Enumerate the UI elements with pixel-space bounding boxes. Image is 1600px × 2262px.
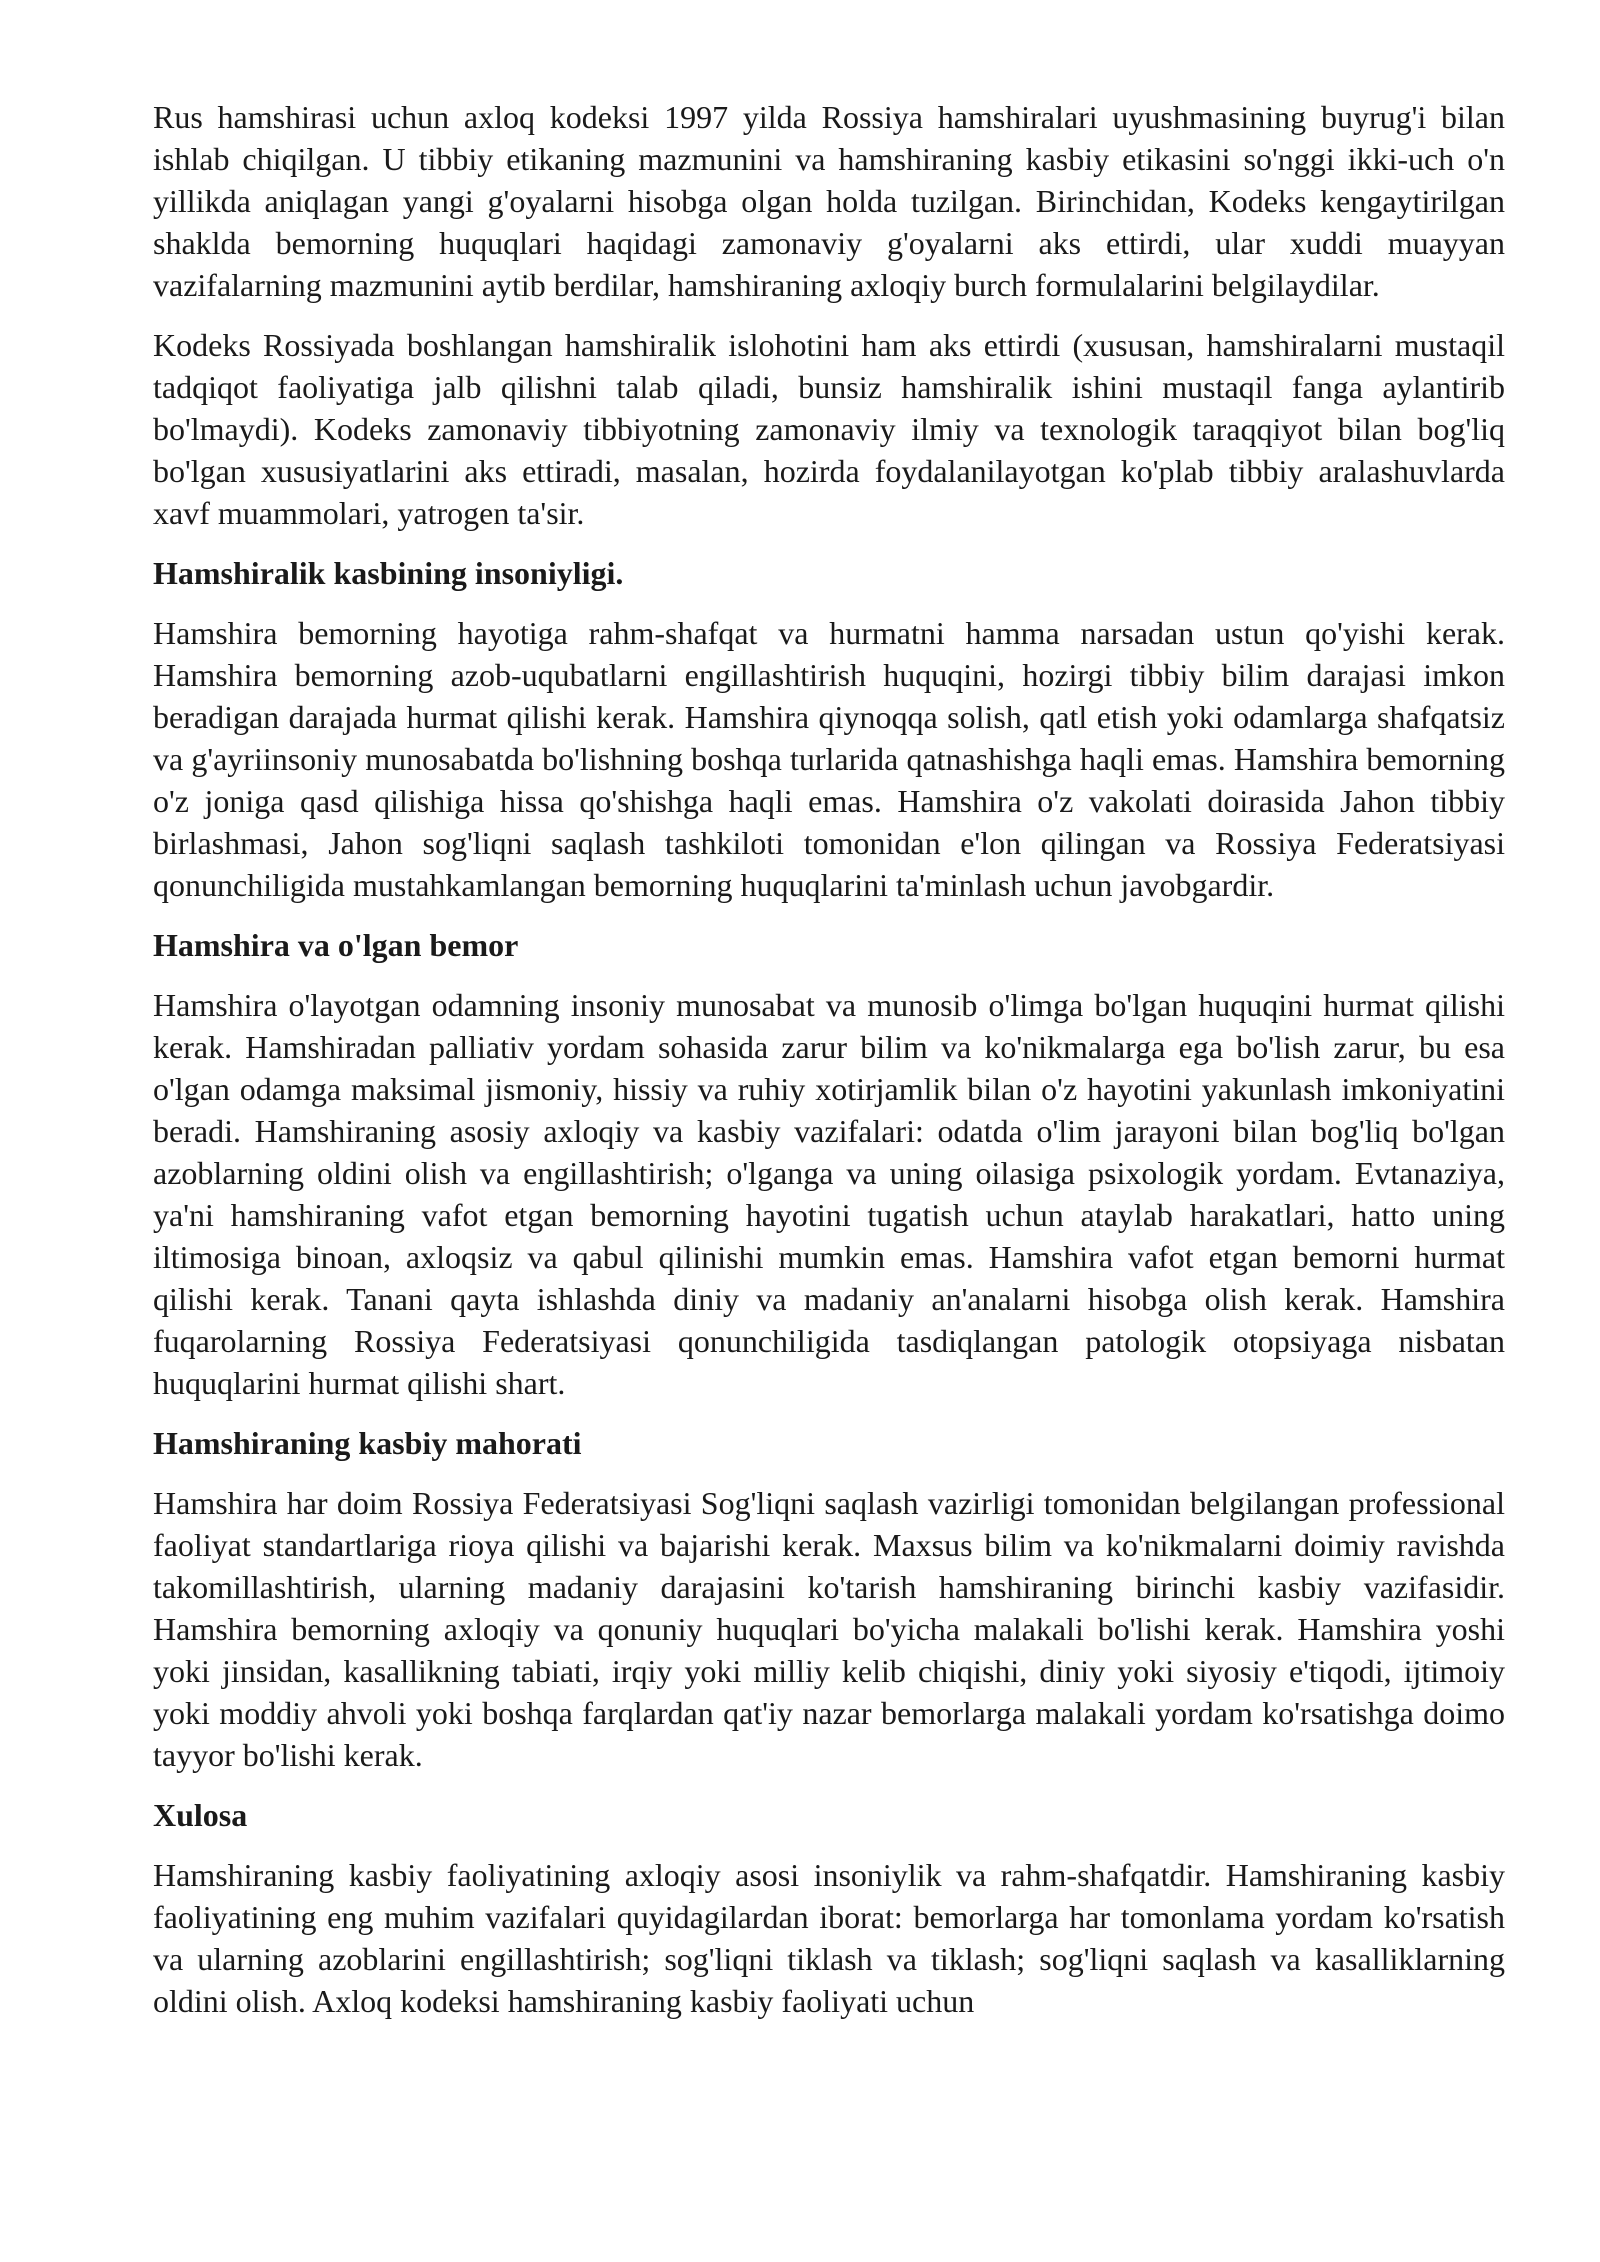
section-heading-conclusion: Xulosa — [153, 1797, 248, 1833]
section-heading-professional-skill: Hamshiraning kasbiy mahorati — [153, 1425, 582, 1461]
paragraph-humanity: Hamshira bemorning hayotiga rahm-shafqat va hurmatni hamma narsadan ustun qo'yishi kerak. Hamshira bemorning azob-uqubatlarni engillashtirish huquqini, hozirgi tibbiy bilim darajasi imkon beradigan darajada hurmat qilishi kerak. Hamshira qiynoqqa solish, qatl etish yoki odamlarga shafqatsiz va g'ayriinsoniy munosabatda bo'lishning boshqa turlarida qatnashishga haqli emas. Hamshira bemorning o'z joniga qasd qilishiga hissa qo'shishga haqli emas. Hamshira o'z vakolati doirasida Jahon tibbiy birlashmasi, Jahon sog'liqni saqlash tashkiloti tomonidan e'lon qilingan va Rossiya Federatsiyasi qonunchiligida mustahkamlangan bemorning huquqlarini ta'minlash uchun javobgardir. — [153, 615, 1505, 903]
paragraph-conclusion: Hamshiraning kasbiy faoliyatining axloqiy asosi insoniylik va rahm-shafqatdir. Hamshiraning kasbiy faoliyatining eng muhim vazifalari quyidagilardan iborat: bemorlarga har tomonlama yordam ko'rsatish va ularning azoblarini engillashtirish; sog'liqni tiklash va tiklash; sog'liqni saqlash va kasalliklarning oldini olish. Axloq kodeksi hamshiraning kasbiy faoliyati uchun — [153, 1857, 1505, 2019]
paragraph-reform: Kodeks Rossiyada boshlangan hamshiralik islohotini ham aks ettirdi (xususan, hamshiralarni mustaqil tadqiqot faoliyatiga jalb qilishni talab qiladi, bunsiz hamshiralik ishini mustaqil fanga aylantirib bo'lmaydi). Kodeks zamonaviy tibbiyotning zamonaviy ilmiy va texnologik taraqqiyot bilan bog'liq bo'lgan xususiyatlarini aks ettiradi, masalan, hozirda foydalanilayotgan ko'plab tibbiy aralashuvlarda xavf muammolari, yatrogen ta'sir. — [153, 327, 1505, 531]
paragraph-dying-patient: Hamshira o'layotgan odamning insoniy munosabat va munosib o'limga bo'lgan huquqini hurmat qilishi kerak. Hamshiradan palliativ yordam sohasida zarur bilim va ko'nikmalarga ega bo'lish zarur, bu esa o'lgan odamga maksimal jismoniy, hissiy va ruhiy xotirjamlik bilan o'z hayotini yakunlash imkoniyatini beradi. Hamshiraning asosiy axloqiy va kasbiy vazifalari: odatda o'lim jarayoni bilan bog'liq bo'lgan azoblarning oldini olish va engillashtirish; o'lganga va uning oilasiga psixologik yordam. Evtanaziya, ya'ni hamshiraning vafot etgan bemorning hayotini tugatish uchun ataylab harakatlari, hatto uning iltimosiga binoan, axloqsiz va qabul qilinishi mumkin emas. Hamshira vafot etgan bemorni hurmat qilishi kerak. Tanani qayta ishlashda diniy va madaniy an'analarni hisobga olish kerak. Hamshira fuqarolarning Rossiya Federatsiyasi qonunchiligida tasdiqlangan patologik otopsiyaga nisbatan huquqlarini hurmat qilishi shart. — [153, 987, 1505, 1401]
paragraph-intro: Rus hamshirasi uchun axloq kodeksi 1997 yilda Rossiya hamshiralari uyushmasining buyrug'i bilan ishlab chiqilgan. U tibbiy etikaning mazmunini va hamshiraning kasbiy etikasini so'nggi ikki-uch o'n yillikda aniqlagan yangi g'oyalarni hisobga olgan holda tuzilgan. Birinchidan, Kodeks kengaytirilgan shaklda bemorning huquqlari haqidagi zamonaviy g'oyalarni aks ettirdi, ular xuddi muayyan vazifalarning mazmunini aytib berdilar, hamshiraning axloqiy burch formulalarini belgilaydilar. — [153, 99, 1505, 303]
document-page — [153, 96, 1505, 2022]
section-heading-humanity: Hamshiralik kasbining insoniyligi. — [153, 555, 624, 591]
section-heading-dying-patient: Hamshira va o'lgan bemor — [153, 927, 519, 963]
paragraph-professional-skill: Hamshira har doim Rossiya Federatsiyasi Sog'liqni saqlash vazirligi tomonidan belgilangan professional faoliyat standartlariga rioya qilishi va bajarishi kerak. Maxsus bilim va ko'nikmalarni doimiy ravishda takomillashtirish, ularning madaniy darajasini ko'tarish hamshiraning birinchi kasbiy vazifasidir. Hamshira bemorning axloqiy va qonuniy huquqlari bo'yicha malakali bo'lishi kerak. Hamshira yoshi yoki jinsidan, kasallikning tabiati, irqiy yoki milliy kelib chiqishi, diniy yoki siyosiy e'tiqodi, ijtimoiy yoki moddiy ahvoli yoki boshqa farqlardan qat'iy nazar bemorlarga malakali yordam ko'rsatishga doimo tayyor bo'lishi kerak. — [153, 1485, 1505, 1773]
